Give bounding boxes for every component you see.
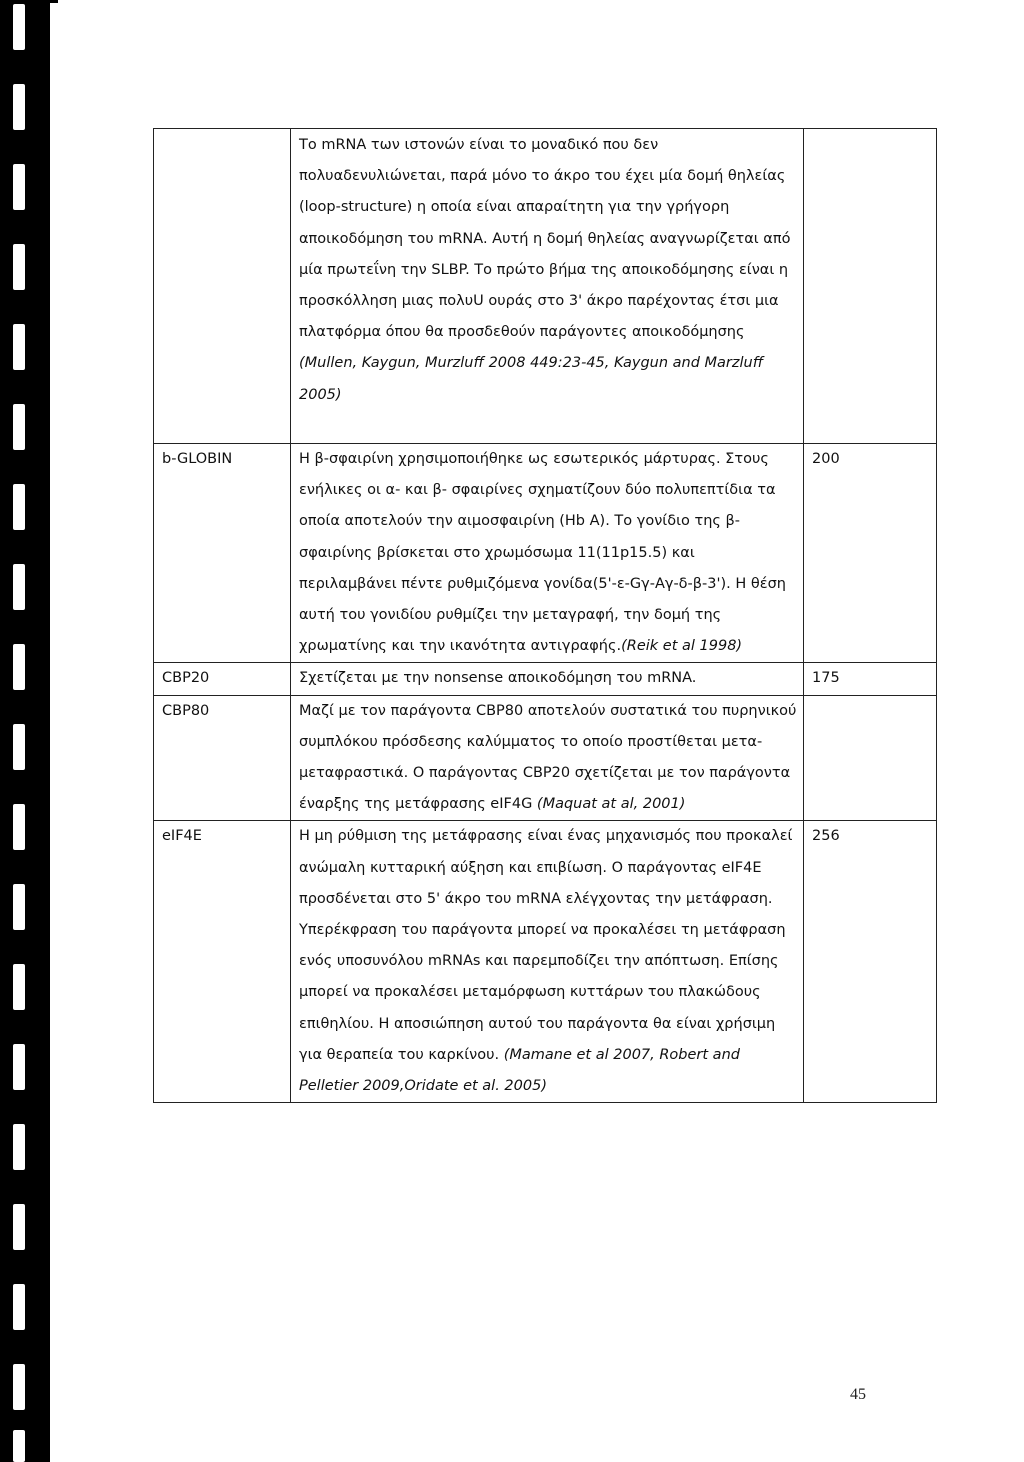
film-perforation — [13, 804, 25, 850]
film-perforation — [13, 1430, 25, 1462]
film-perforation — [13, 324, 25, 370]
gene-name-cell: eIF4E — [154, 821, 291, 1103]
film-perforation — [13, 164, 25, 210]
description-cell — [291, 821, 804, 1103]
gene-description-table — [153, 128, 937, 1103]
page-number: 45 — [850, 1386, 866, 1403]
film-perforation — [13, 404, 25, 450]
description-text: Το mRNA των ιστονών είναι το μοναδικό που δεν πολυαδενυλιώνεται, παρά μόνο το άκρο του έχει μία δομή θηλείας (loop-structure) η οποία είναι απαραίτητη για την γρήγορη αποικοδόμηση του mRNA. Αυτή η δομή θηλείας αναγνωρίζεται από μία πρωτεΐνη την SLBP. Το πρώτο βήμα της αποικοδόμησης είναι η προσκόλληση μιας πολυU ουράς στο 3' άκρο παρέχοντας έτσι μια πλατφόρμα όπου θα προσδεθούν παράγοντες αποικοδόμησης — [299, 137, 791, 341]
table-row — [154, 821, 937, 1103]
description-cell — [291, 444, 804, 663]
film-perforation — [13, 644, 25, 690]
description-text: Μαζί με τον παράγοντα CBP80 αποτελούν συστατικά του πυρηνικού συμπλόκου πρόσδεσης καλύμματος το οποίο προστίθεται μετα-μεταφραστικά. Ο παράγοντας CBP20 σχετίζεται με τον παράγοντα έναρξης της μετάφρασης eIF4G — [299, 702, 797, 813]
table-row — [154, 663, 937, 695]
gene-name-cell — [154, 129, 291, 444]
gene-name-cell: b-GLOBIN — [154, 444, 291, 663]
film-perforation — [13, 4, 25, 50]
film-strip-border — [0, 0, 50, 1462]
film-perforation — [13, 1284, 25, 1330]
film-perforation — [13, 564, 25, 610]
number-cell — [804, 129, 937, 444]
film-perforation — [13, 84, 25, 130]
film-perforation — [13, 884, 25, 930]
table-row — [154, 129, 937, 444]
description-cell — [291, 129, 804, 444]
description-cell — [291, 695, 804, 821]
number-cell: 200 — [804, 444, 937, 663]
table-row — [154, 444, 937, 663]
film-perforation — [13, 964, 25, 1010]
film-perforation — [13, 244, 25, 290]
description-text: Η μη ρύθμιση της μετάφρασης είναι ένας μηχανισμός που προκαλεί ανώμαλη κυτταρική αύξηση και επιβίωση. Ο παράγοντας eIF4E προσδένεται στο 5' άκρο του mRNA ελέγχοντας την μετάφραση. Υπερέκφραση του παράγοντα μπορεί να προκαλέσει τη μετάφραση ενός υποσυνόλου mRNAs και παρεμποδίζει την απόπτωση. Επίσης μπορεί να προκαλέσει μεταμόρφωση κυττάρων του πλακώδους επιθηλίου. Η αποσιώπηση αυτού του παράγοντα θα είναι χρήσιμη για θεραπεία του καρκίνου. — [299, 828, 793, 1063]
film-perforation — [13, 724, 25, 770]
film-perforation — [13, 1124, 25, 1170]
film-perforation — [13, 1204, 25, 1250]
description-text: Σχετίζεται με την nonsense αποικοδόμηση του mRNA. — [299, 670, 697, 687]
citation: (Mullen, Kaygun, Murzluff 2008 449:23-45, Kaygun and Marzluff 2005) — [299, 355, 764, 403]
description-text: Η β-σφαιρίνη χρησιμοποιήθηκε ως εσωτερικός μάρτυρας. Στους ενήλικες οι α- και β- σφαιρίνες σχηματίζουν δύο πολυπεπτίδια τα οποία αποτελούν την αιμοσφαιρίνη (Hb A). Το γονίδιο της β-σφαιρίνης βρίσκεται στο χρωμόσωμα 11(11p15.5) και περιλαμβάνει πέντε ρυθμιζόμενα γονίδα(5'-ε-Gγ-Aγ-δ-β-3'). Η θέση αυτή του γονιδίου ρυθμίζει την μεταγραφή, την δομή της χρωματίνης και την ικανότητα αντιγραφής. — [299, 451, 786, 655]
film-perforation — [13, 1364, 25, 1410]
film-perforation — [13, 484, 25, 530]
table-row — [154, 695, 937, 821]
number-cell: 256 — [804, 821, 937, 1103]
citation: (Maquat at al, 2001) — [536, 796, 686, 813]
gene-name-cell: CBP20 — [154, 663, 291, 695]
scan-edge-mark — [50, 0, 58, 3]
citation: (Mamane et al 2007, Robert and Pelletier 2009,Oridate et al. 2005) — [299, 1046, 740, 1095]
number-cell: 175 — [804, 663, 937, 695]
gene-name-cell: CBP80 — [154, 695, 291, 821]
citation: (Reik et al 1998) — [621, 638, 743, 655]
description-cell — [291, 663, 804, 695]
number-cell — [804, 695, 937, 821]
film-perforation — [13, 1044, 25, 1090]
